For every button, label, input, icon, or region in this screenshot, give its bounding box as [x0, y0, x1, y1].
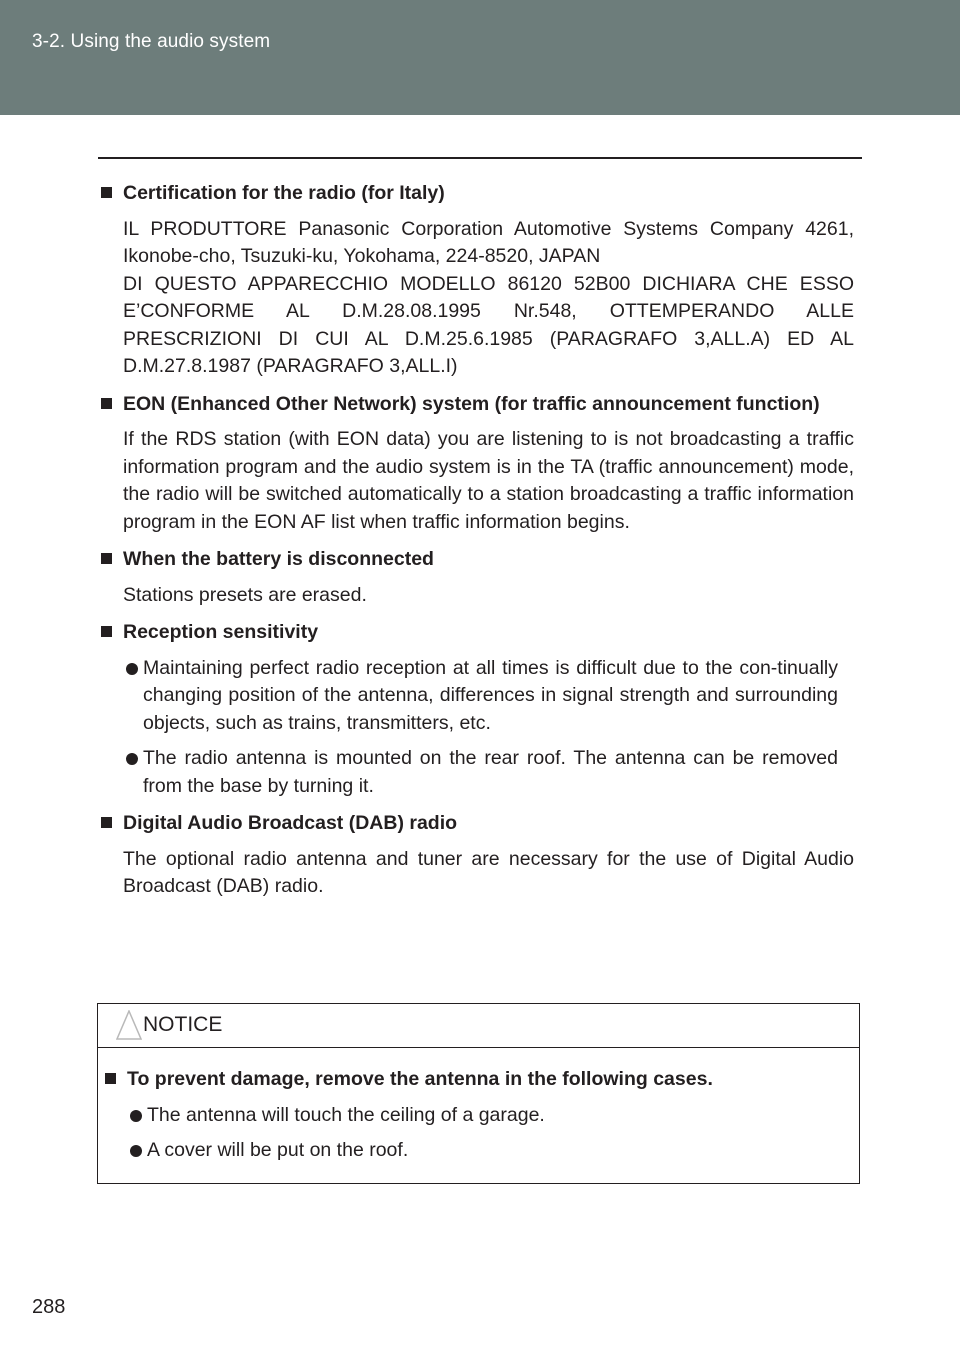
square-bullet-icon — [101, 553, 112, 564]
certification-line-2: DI QUESTO APPARECCHIO MODELLO 86120 52B00 DICHIARA CHE ESSO E’CONFORME AL D.M.28.08.1995 Nr.548, OTTEMPERANDO ALLE PRESCRIZIONI DI CUI AL D.M.25.6.1985 (PARAGRAFO 3,ALL.A) ED AL D.M.27.8.1987 (PARAGRAFO 3,ALL.I) — [123, 272, 854, 377]
reception-bullet-2: The radio antenna is mounted on the rear roof. The antenna can be removed from the base by turning it. — [99, 745, 854, 800]
reception-bullet-1: Maintaining perfect radio reception at all times is difficult due to the con-tinually changing position of the antenna, differences in signal strength and surrounding objects, such as trains, transmitters, etc. — [99, 655, 854, 738]
round-bullet-icon — [126, 663, 138, 675]
notice-heading: To prevent damage, remove the antenna in the following cases. — [103, 1066, 843, 1094]
main-content — [99, 180, 854, 901]
header-band — [0, 0, 960, 115]
section-title: 3-2. Using the audio system — [32, 31, 271, 52]
notice-body — [98, 1048, 859, 1165]
notice-bullet-1: The antenna will touch the ceiling of a garage. — [103, 1102, 843, 1130]
notice-header — [98, 1004, 859, 1048]
section-heading-dab: Digital Audio Broadcast (DAB) radio — [99, 810, 854, 838]
warning-triangle-icon — [116, 1010, 142, 1040]
round-bullet-icon — [130, 1110, 142, 1122]
page-number: 288 — [32, 1296, 66, 1318]
section-heading-reception: Reception sensitivity — [99, 619, 854, 647]
square-bullet-icon — [101, 398, 112, 409]
section-heading-battery: When the battery is disconnected — [99, 546, 854, 574]
certification-line-1: IL PRODUTTORE Panasonic Corporation Automotive Systems Company 4261, Ikonobe-cho, Tsuzuki-ku, Yokohama, 224-8520, JAPAN — [123, 217, 854, 267]
battery-text: Stations presets are erased. — [123, 583, 367, 606]
square-bullet-icon — [101, 626, 112, 637]
dab-text: The optional radio antenna and tuner are necessary for the use of Digital Audio Broadcast (DAB) radio. — [123, 847, 854, 897]
round-bullet-icon — [126, 753, 138, 765]
certification-text — [99, 216, 854, 381]
notice-box — [97, 1003, 860, 1184]
eon-text: If the RDS station (with EON data) you are listening to is not broadcasting a traffic information program and the audio system is in the TA (traffic announcement) mode, the radio will be switched automatically to a station broadcasting a traffic information program in the EON AF list when traffic information begins. — [123, 428, 854, 533]
round-bullet-icon — [130, 1145, 142, 1157]
section-heading-certification: Certification for the radio (for Italy) — [99, 180, 854, 208]
square-bullet-icon — [105, 1073, 116, 1084]
notice-bullet-2: A cover will be put on the roof. — [103, 1137, 843, 1165]
square-bullet-icon — [101, 817, 112, 828]
notice-title: NOTICE — [143, 1013, 223, 1036]
section-heading-eon: EON (Enhanced Other Network) system (for traffic announcement function) — [99, 391, 854, 419]
divider — [98, 157, 862, 159]
square-bullet-icon — [101, 187, 112, 198]
